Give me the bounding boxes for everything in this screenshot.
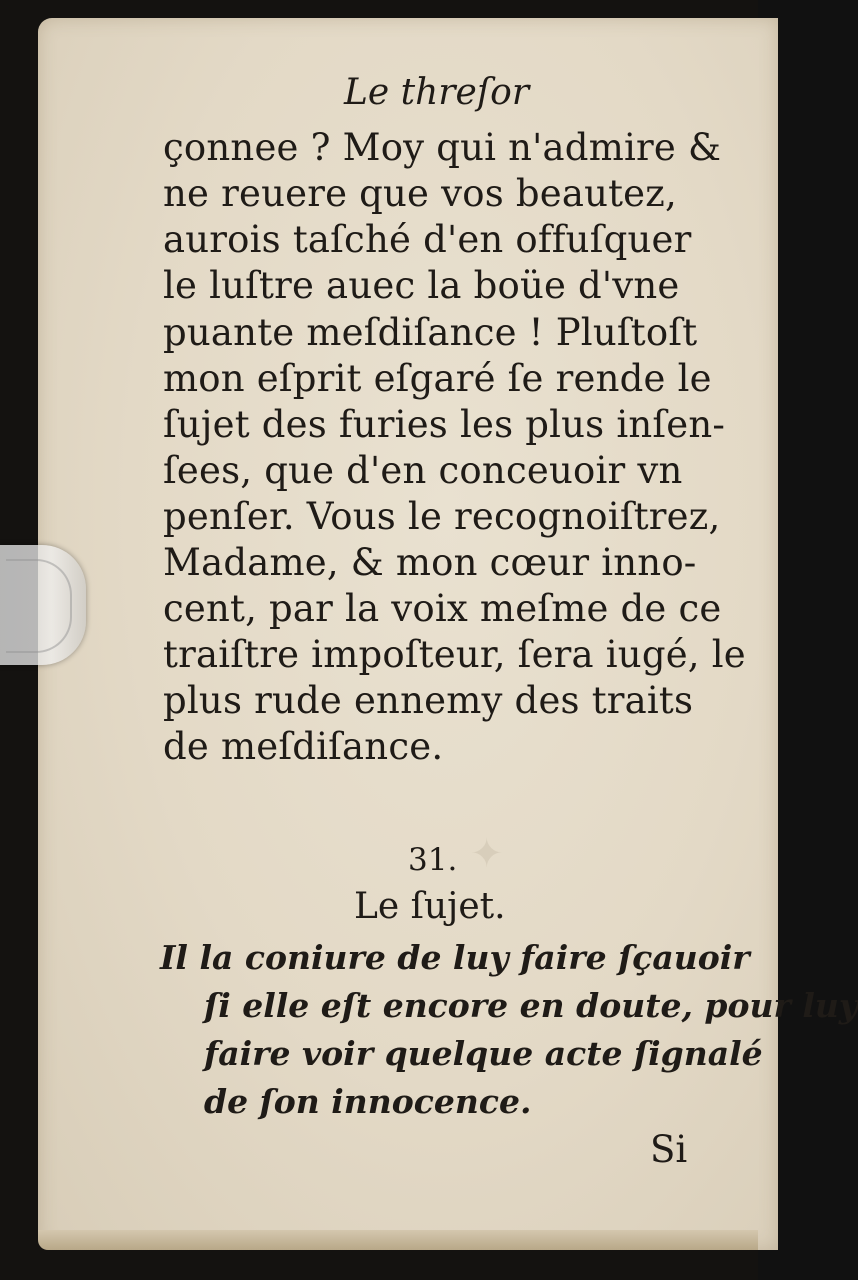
summary-line: faire voir quelque acte ſignalé [204,1034,763,1073]
body-line: de meſdiſance. [163,725,444,768]
body-line: çonnee ? Moy qui n'admire & [163,126,722,169]
body-line: aurois taſché d'en offuſquer [163,218,692,261]
bleed-through-decoration: ✦ [470,831,504,876]
section-title: Le ſujet. [354,886,506,927]
body-line: puante meſdiſance ! Pluſtoſt [163,311,698,354]
body-line: penſer. Vous le recognoiſtrez, [163,495,721,538]
summary-line: de ſon innocence. [204,1082,532,1121]
body-line: plus rude ennemy des traits [163,679,694,722]
body-line: mon eſprit eſgaré ſe rende le [163,357,712,400]
body-line: ſees, que d'en conceuoir vn [163,449,683,492]
running-header: Le threſor [344,72,530,113]
body-line: Madame, & mon cœur inno- [163,541,697,584]
body-line: le luſtre auec la boüe d'vne [163,264,680,307]
page-edge [38,1230,758,1250]
body-line: cent, par la voix meſme de ce [163,587,722,630]
section-number: 31. [408,842,458,878]
page-clip [0,545,86,665]
body-line: traiſtre impoſteur, ſera iugé, le [163,633,746,676]
body-line: ſujet des furies les plus inſen- [163,403,726,446]
body-line: ne reuere que vos beautez, [163,172,677,215]
summary-line: ſi elle eſt encore en doute, pour luy [204,986,858,1025]
catchword: Si [650,1128,688,1171]
summary-line: Il la coniure de luy faire ſçauoir [160,938,750,977]
